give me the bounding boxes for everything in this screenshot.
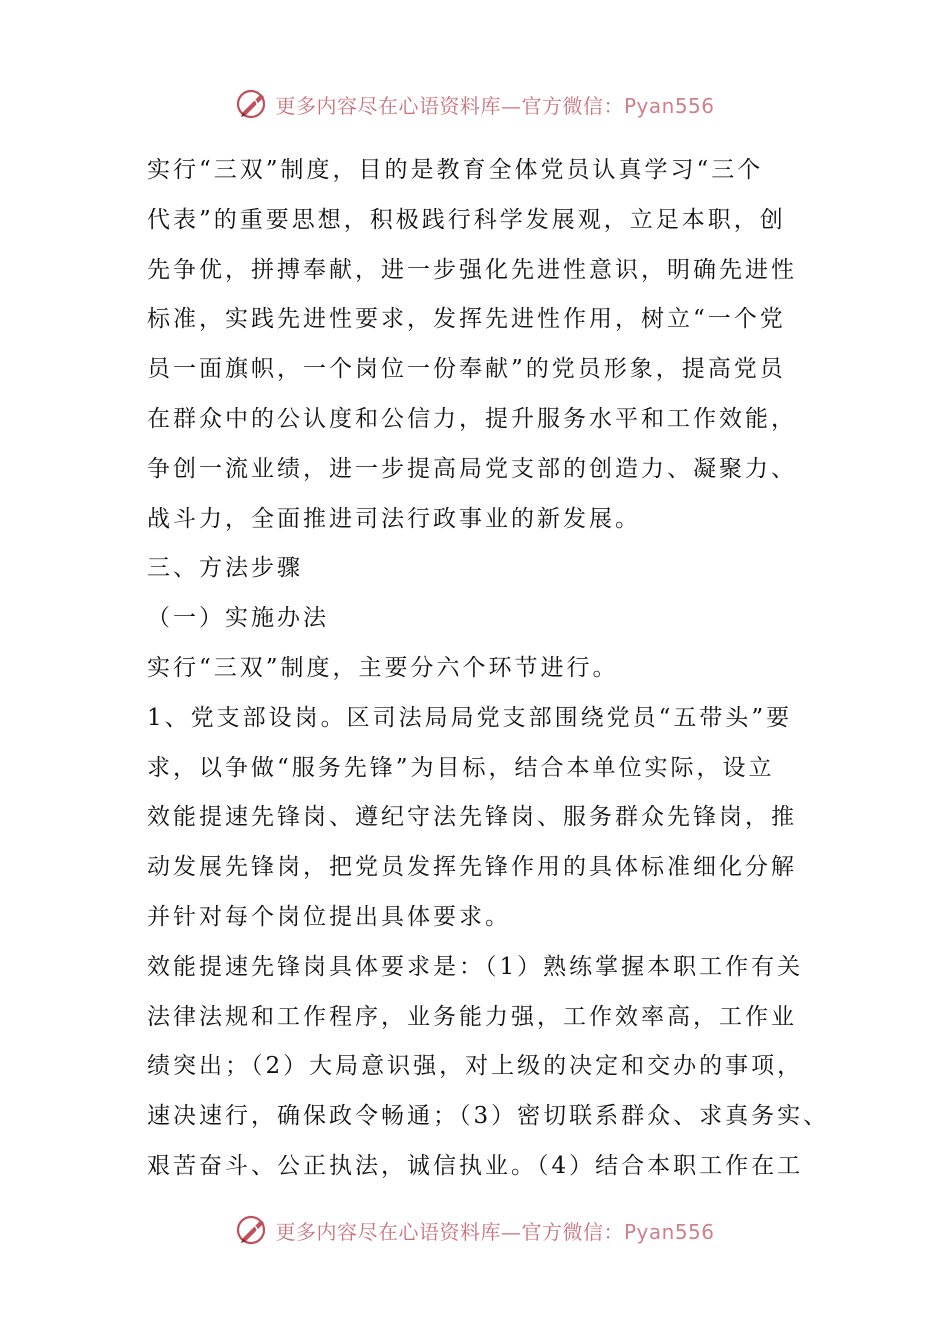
text-line: 法律法规和工作程序，业务能力强，工作效率高，工作业 <box>147 1003 797 1030</box>
text-line: 求，以争做“服务先锋”为目标，结合本单位实际，设立 <box>147 754 775 781</box>
text-line: 动发展先锋岗，把党员发挥先锋作用的具体标准细化分解 <box>147 854 797 881</box>
text-line: 战斗力，全面推进司法行政事业的新发展。 <box>147 505 641 532</box>
text-line: 实行“三双”制度，主要分六个环节进行。 <box>147 654 619 681</box>
text-line: 效能提速先锋岗、遵纪守法先锋岗、服务群众先锋岗，推 <box>147 804 797 831</box>
text-line: 争创一流业绩，进一步提高局党支部的创造力、凝聚力、 <box>147 455 797 482</box>
text-line: 并针对每个岗位提出具体要求。 <box>147 903 511 930</box>
text-line: 在群众中的公认度和公信力，提升服务水平和工作效能， <box>147 405 797 432</box>
text-line: 员一面旗帜，一个岗位一份奉献”的党员形象，提高党员 <box>147 356 786 383</box>
text-line: 代表”的重要思想，积极践行科学发展观，立足本职，创 <box>147 206 786 233</box>
text-line: 绩突出；（2）大局意识强，对上级的决定和交办的事项， <box>147 1053 804 1080</box>
pen-logo-icon <box>235 1212 271 1248</box>
text-line: 先争优，拼搏奉献，进一步强化先进性意识，明确先进性 <box>147 256 797 283</box>
subsection-heading: （一）实施办法 <box>147 605 329 632</box>
watermark-banner-top <box>0 84 950 124</box>
watermark-banner-bottom <box>0 1210 950 1250</box>
text-line: 速决速行，确保政令畅通；（3）密切联系群众、求真务实、 <box>147 1103 830 1130</box>
watermark-text: 更多内容尽在心语资料库—官方微信：Pyan556 <box>275 1219 715 1244</box>
text-line: 1、党支部设岗。区司法局局党支部围绕党员“五带头”要 <box>147 704 793 731</box>
text-line: 艰苦奋斗、公正执法，诚信执业。（4）结合本职工作在工 <box>147 1152 804 1179</box>
section-heading: 三、方法步骤 <box>147 555 303 582</box>
text-line: 标准，实践先进性要求，发挥先进性作用，树立“一个党 <box>147 306 786 333</box>
pen-logo-icon <box>235 86 271 122</box>
text-line: 实行“三双”制度，目的是教育全体党员认真学习“三个 <box>147 157 764 183</box>
document-body <box>147 146 830 1192</box>
watermark-text: 更多内容尽在心语资料库—官方微信：Pyan556 <box>275 93 715 118</box>
text-line: 效能提速先锋岗具体要求是：（1）熟练掌握本职工作有关 <box>147 953 804 980</box>
